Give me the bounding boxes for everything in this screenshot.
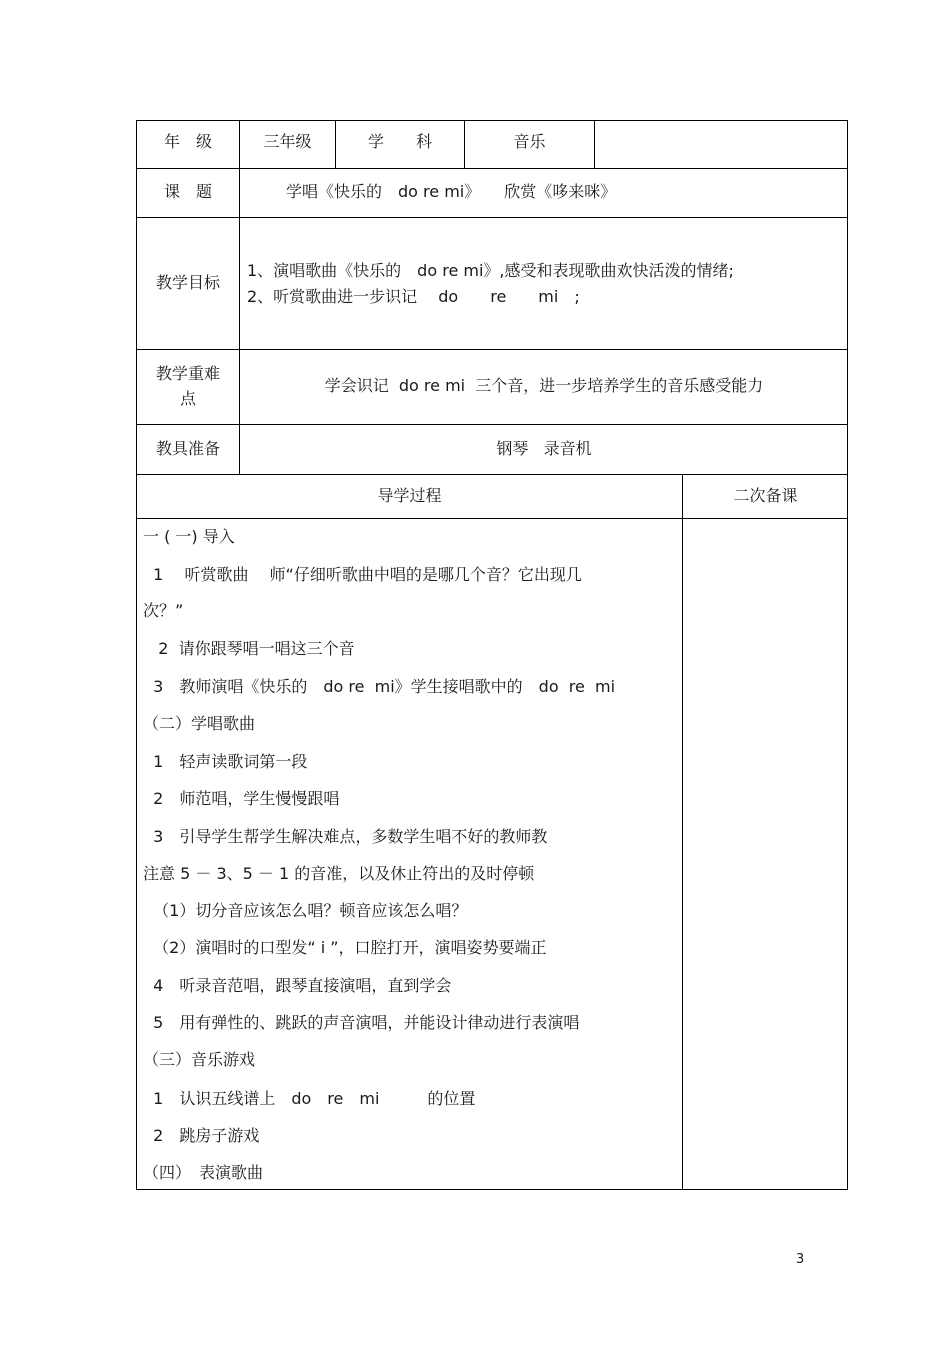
subject-value: 音乐 xyxy=(513,132,546,151)
process-line: 1 认识五线谱上 do re mi 的位置 xyxy=(143,1089,476,1108)
process-header: 导学过程 xyxy=(377,486,442,505)
row-divider xyxy=(136,474,848,475)
column-divider xyxy=(682,474,683,1190)
goal-line: 2、听赏歌曲进一步识记 do re mi ; xyxy=(247,287,580,306)
row-divider xyxy=(136,168,848,169)
process-line: （2）演唱时的口型发“ i ”，口腔打开，演唱姿势要端正 xyxy=(143,938,547,957)
row-divider xyxy=(136,518,848,519)
process-line: （二）学唱歌曲 xyxy=(143,714,256,733)
tools-value: 钢琴 录音机 xyxy=(496,439,592,458)
process-line: 2 跳房子游戏 xyxy=(143,1126,260,1145)
column-divider xyxy=(594,120,595,168)
topic-label: 课 题 xyxy=(163,182,212,201)
tools-label: 教具准备 xyxy=(155,439,220,458)
process-line: 3 引导学生帮学生解决难点，多数学生唱不好的教师教 xyxy=(143,827,548,846)
process-line: （三）音乐游戏 xyxy=(143,1050,256,1069)
process-line: 1 轻声读歌词第一段 xyxy=(143,752,308,771)
page-number: 3 xyxy=(796,1252,805,1267)
process-line: 2 请你跟琴唱一唱这三个音 xyxy=(143,639,355,658)
goals-label: 教学目标 xyxy=(155,273,220,292)
keypoints-label-line1: 教学重难 xyxy=(155,364,220,383)
second-prep-header: 二次备课 xyxy=(733,486,798,505)
row-divider xyxy=(136,217,848,218)
process-line: 1 听赏歌曲 师“仔细听歌曲中唱的是哪几个音？它出现几 xyxy=(143,565,582,584)
grade-label: 年 级 xyxy=(163,132,212,151)
column-divider xyxy=(239,120,240,474)
process-line: 一 ( 一) 导入 xyxy=(143,527,235,546)
process-line: 注意 5 － 3、5 － 1 的音准，以及休止符出的及时停顿 xyxy=(143,864,535,883)
keypoints-label-line2: 点 xyxy=(179,389,196,408)
keypoints-value: 学会识记 do re mi 三个音，进一步培养学生的音乐感受能力 xyxy=(324,376,764,395)
topic-value: 学唱《快乐的 do re mi》 欣赏《哆来咪》 xyxy=(286,182,617,201)
process-line: （四） 表演歌曲 xyxy=(143,1163,264,1182)
goal-line: 1、演唱歌曲《快乐的 do re mi》,感受和表现歌曲欢快活泼的情绪; xyxy=(247,261,734,280)
row-divider xyxy=(136,424,848,425)
process-line: 次？” xyxy=(143,601,184,620)
process-line: 5 用有弹性的、跳跃的声音演唱，并能设计律动进行表演唱 xyxy=(143,1013,580,1032)
grade-value: 三年级 xyxy=(263,132,312,151)
process-line: 3 教师演唱《快乐的 do re mi》学生接唱歌中的 do re mi xyxy=(143,677,616,696)
process-line: 2 师范唱，学生慢慢跟唱 xyxy=(143,789,340,808)
process-line: 4 听录音范唱，跟琴直接演唱，直到学会 xyxy=(143,976,452,995)
subject-label: 学 科 xyxy=(367,132,432,151)
row-divider xyxy=(136,349,848,350)
process-line: （1）切分音应该怎么唱？顿音应该怎么唱？ xyxy=(143,901,468,920)
